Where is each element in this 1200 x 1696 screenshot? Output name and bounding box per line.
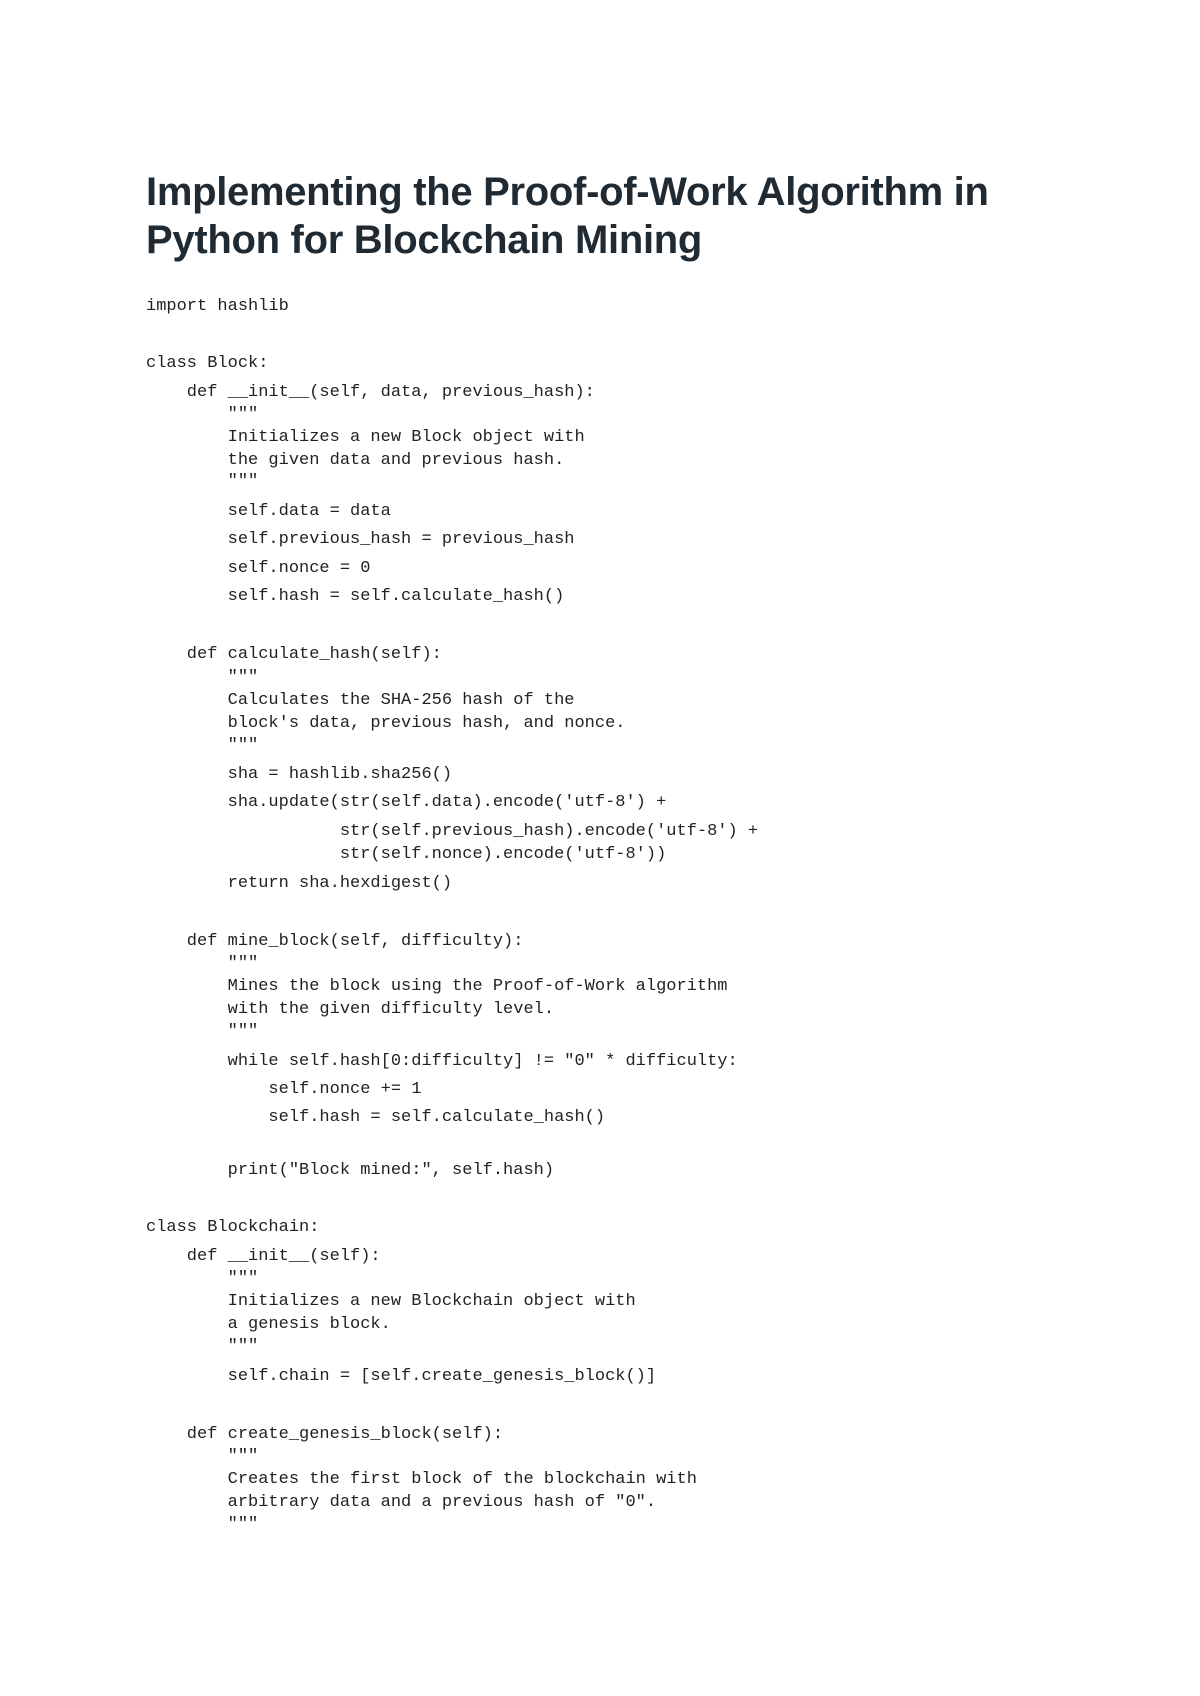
code-block — [146, 0, 1146, 1696]
code-line: """ — [146, 736, 259, 755]
code-line: def __init__(self): — [146, 1247, 381, 1266]
code-line: while self.hash[0:difficulty] != "0" * difficulty: — [146, 1052, 738, 1071]
code-line: block's data, previous hash, and nonce. — [146, 714, 626, 733]
code-line: """ — [146, 668, 259, 687]
code-line: Initializes a new Blockchain object with — [146, 1292, 636, 1311]
code-line: def create_genesis_block(self): — [146, 1425, 504, 1444]
code-line: """ — [146, 1269, 259, 1288]
code-line: self.previous_hash = previous_hash — [146, 530, 575, 549]
code-line: sha = hashlib.sha256() — [146, 765, 453, 784]
code-line: str(self.nonce).encode('utf-8')) — [146, 845, 667, 864]
code-line: self.nonce += 1 — [146, 1080, 422, 1099]
code-line: import hashlib — [146, 297, 289, 316]
code-line: """ — [146, 954, 259, 973]
code-line: def mine_block(self, difficulty): — [146, 932, 524, 951]
code-line: return sha.hexdigest() — [146, 874, 453, 893]
code-line: def __init__(self, data, previous_hash): — [146, 383, 595, 402]
code-line: a genesis block. — [146, 1315, 391, 1334]
code-line: Initializes a new Block object with — [146, 428, 585, 447]
code-line: """ — [146, 472, 259, 491]
code-line: self.chain = [self.create_genesis_block()] — [146, 1367, 657, 1386]
title-line-1: Implementing the Proof-of-Work Algorithm in — [146, 170, 989, 214]
code-line: sha.update(str(self.data).encode('utf-8') + — [146, 793, 667, 812]
code-line: self.data = data — [146, 502, 391, 521]
code-line: with the given difficulty level. — [146, 1000, 555, 1019]
code-line: class Blockchain: — [146, 1218, 320, 1237]
code-line: arbitrary data and a previous hash of "0". — [146, 1493, 657, 1512]
code-line: self.hash = self.calculate_hash() — [146, 587, 565, 606]
code-line: """ — [146, 405, 259, 424]
code-line: str(self.previous_hash).encode('utf-8') + — [146, 822, 759, 841]
code-line: print("Block mined:", self.hash) — [146, 1161, 555, 1180]
code-line: Calculates the SHA-256 hash of the — [146, 691, 575, 710]
code-line: """ — [146, 1337, 259, 1356]
code-line: the given data and previous hash. — [146, 451, 565, 470]
code-line: def calculate_hash(self): — [146, 645, 442, 664]
title-line-2: Python for Blockchain Mining — [146, 218, 703, 262]
code-line: """ — [146, 1022, 259, 1041]
code-line: Creates the first block of the blockchain with — [146, 1470, 697, 1489]
code-line: """ — [146, 1515, 259, 1534]
code-line: Mines the block using the Proof-of-Work algorithm — [146, 977, 728, 996]
code-line: class Block: — [146, 354, 269, 373]
code-line: self.nonce = 0 — [146, 559, 371, 578]
code-line: self.hash = self.calculate_hash() — [146, 1108, 606, 1127]
code-line: """ — [146, 1447, 259, 1466]
